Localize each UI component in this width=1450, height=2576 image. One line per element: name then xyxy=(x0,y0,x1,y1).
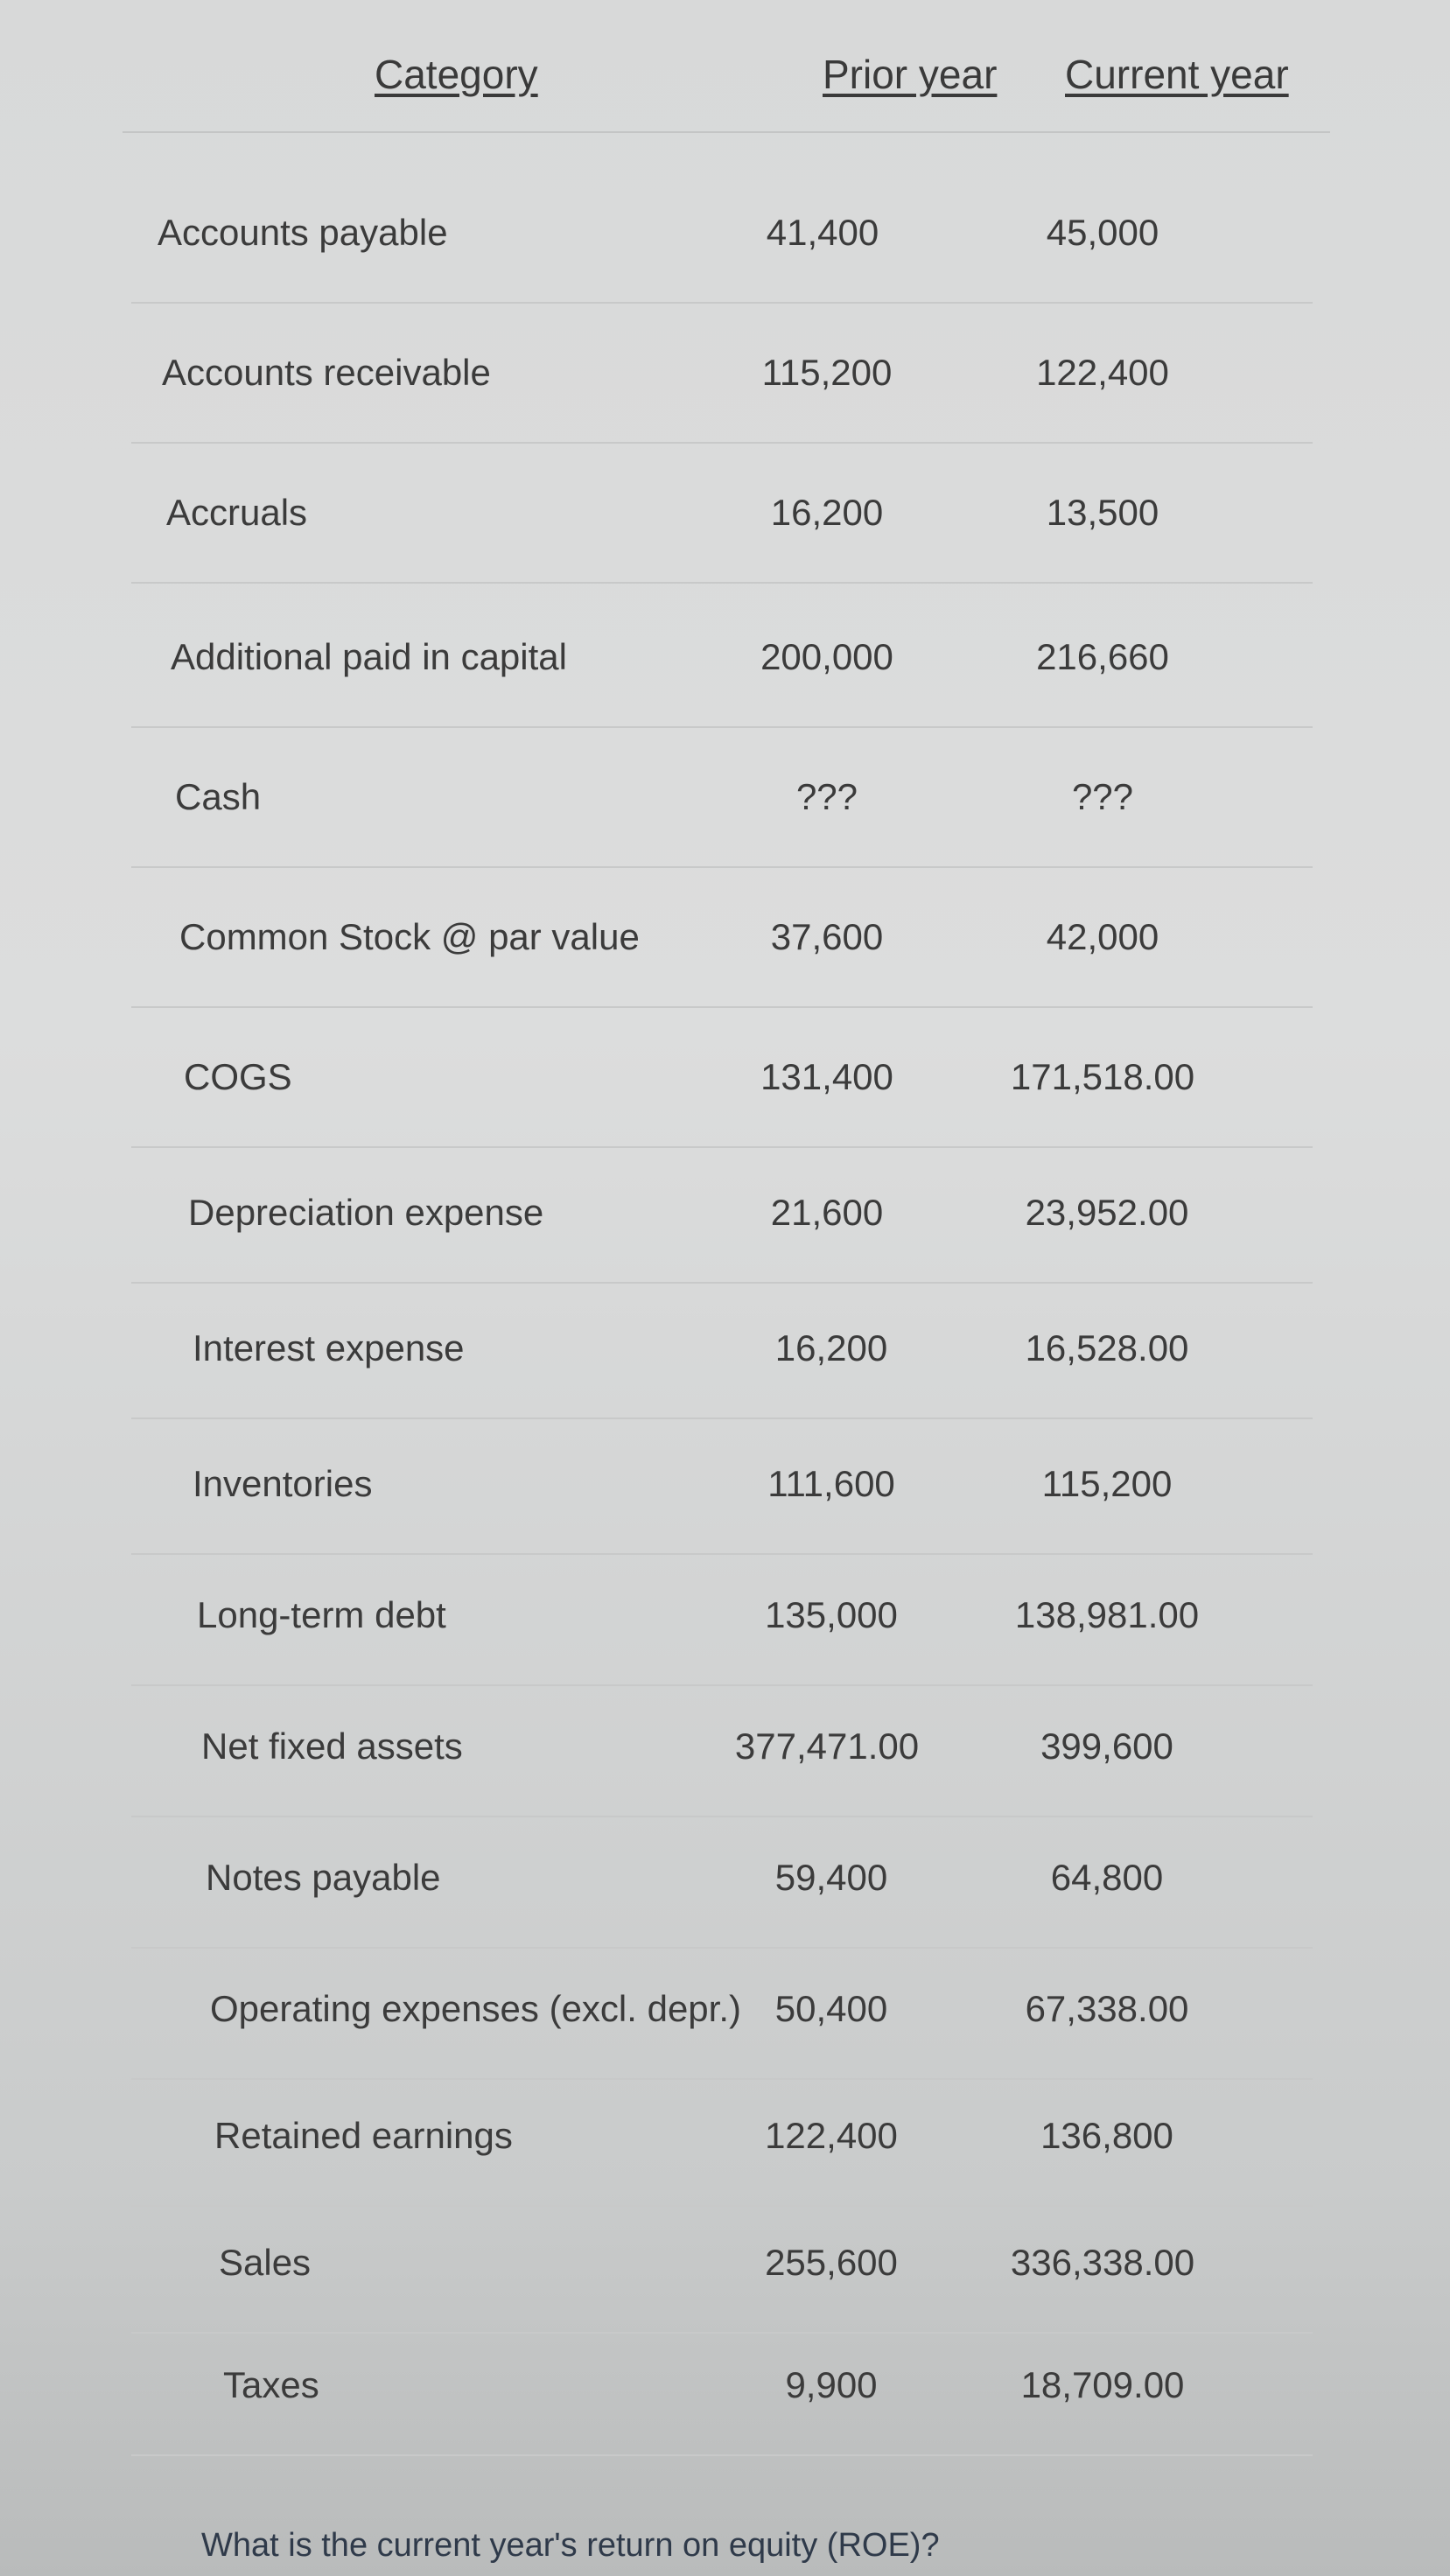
table-header xyxy=(123,35,1330,133)
table-row xyxy=(131,171,1313,304)
table-row xyxy=(131,2323,1313,2456)
table-row xyxy=(131,451,1313,584)
row-current-value: 45,000 xyxy=(1046,212,1159,253)
row-prior-value: 16,200 xyxy=(770,492,884,533)
row-current-value: 115,200 xyxy=(1041,1463,1173,1504)
row-prior-value: 255,600 xyxy=(765,2242,898,2283)
row-category: Accounts payable xyxy=(158,212,448,253)
row-current-value: 399,600 xyxy=(1040,1726,1173,1767)
row-category: Common Stock @ par value xyxy=(179,916,640,957)
table-row xyxy=(131,1286,1313,1419)
row-current-value: 136,800 xyxy=(1040,2115,1173,2156)
question-text: What is the current year's return on equity (ROE)? xyxy=(201,2527,940,2564)
row-prior-value: 122,400 xyxy=(765,2115,898,2156)
row-current-value: 122,400 xyxy=(1036,352,1169,393)
row-prior-value: 41,400 xyxy=(766,212,879,253)
row-prior-value: 21,600 xyxy=(770,1192,884,1233)
row-current-value: 138,981.00 xyxy=(1014,1594,1200,1635)
row-prior-value: ??? xyxy=(795,776,858,817)
row-category: Interest expense xyxy=(193,1327,465,1368)
table-row xyxy=(131,1553,1313,1686)
table-row xyxy=(131,1015,1313,1148)
row-current-value: 171,518.00 xyxy=(1010,1056,1195,1097)
row-prior-value: 50,400 xyxy=(774,1988,888,2029)
row-current-value: 18,709.00 xyxy=(1020,2364,1185,2405)
table-row xyxy=(131,735,1313,868)
row-category: Inventories xyxy=(193,1463,373,1504)
row-prior-value: 16,200 xyxy=(774,1327,888,1368)
row-current-value: 336,338.00 xyxy=(1010,2242,1195,2283)
row-prior-value: 200,000 xyxy=(760,636,893,677)
row-current-value: ??? xyxy=(1071,776,1134,817)
row-prior-value: 131,400 xyxy=(760,1056,893,1097)
row-category: Taxes xyxy=(223,2364,319,2405)
row-category: Net fixed assets xyxy=(201,1726,463,1767)
row-category: Retained earnings xyxy=(214,2115,513,2156)
row-category: Additional paid in capital xyxy=(171,636,567,677)
table-row xyxy=(131,1947,1313,2080)
table-row xyxy=(131,1684,1313,1817)
header-category: Category xyxy=(375,52,538,97)
row-prior-value: 115,200 xyxy=(761,352,893,393)
row-category: Long-term debt xyxy=(197,1594,446,1635)
row-current-value: 16,528.00 xyxy=(1025,1327,1189,1368)
row-category: Sales xyxy=(219,2242,312,2283)
table-row xyxy=(131,311,1313,444)
row-category: Depreciation expense xyxy=(188,1192,544,1233)
header-prior-year: Prior year xyxy=(823,52,998,97)
table-row xyxy=(131,2201,1313,2334)
row-category: Cash xyxy=(175,776,262,817)
row-category: COGS xyxy=(184,1056,292,1097)
row-prior-value: 59,400 xyxy=(774,1857,888,1898)
table-row xyxy=(131,1816,1313,1949)
row-category: Accounts receivable xyxy=(162,352,491,393)
row-current-value: 67,338.00 xyxy=(1025,1988,1189,2029)
row-prior-value: 377,471.00 xyxy=(734,1726,920,1767)
row-prior-value: 9,900 xyxy=(785,2364,878,2405)
table-row xyxy=(131,1151,1313,1284)
row-current-value: 216,660 xyxy=(1036,636,1169,677)
row-category: Notes payable xyxy=(206,1857,441,1898)
table-row xyxy=(131,2074,1313,2207)
row-prior-value: 111,600 xyxy=(767,1463,895,1504)
row-current-value: 13,500 xyxy=(1046,492,1159,533)
row-category: Accruals xyxy=(166,492,308,533)
header-current-year: Current year xyxy=(1065,52,1289,97)
table-row xyxy=(131,595,1313,728)
row-current-value: 64,800 xyxy=(1050,1857,1164,1898)
row-prior-value: 37,600 xyxy=(770,916,884,957)
row-category: Operating expenses (excl. depr.) xyxy=(210,1988,741,2029)
table-row xyxy=(131,1422,1313,1555)
row-current-value: 42,000 xyxy=(1046,916,1159,957)
table-row xyxy=(131,875,1313,1008)
row-current-value: 23,952.00 xyxy=(1025,1192,1189,1233)
row-prior-value: 135,000 xyxy=(765,1594,898,1635)
